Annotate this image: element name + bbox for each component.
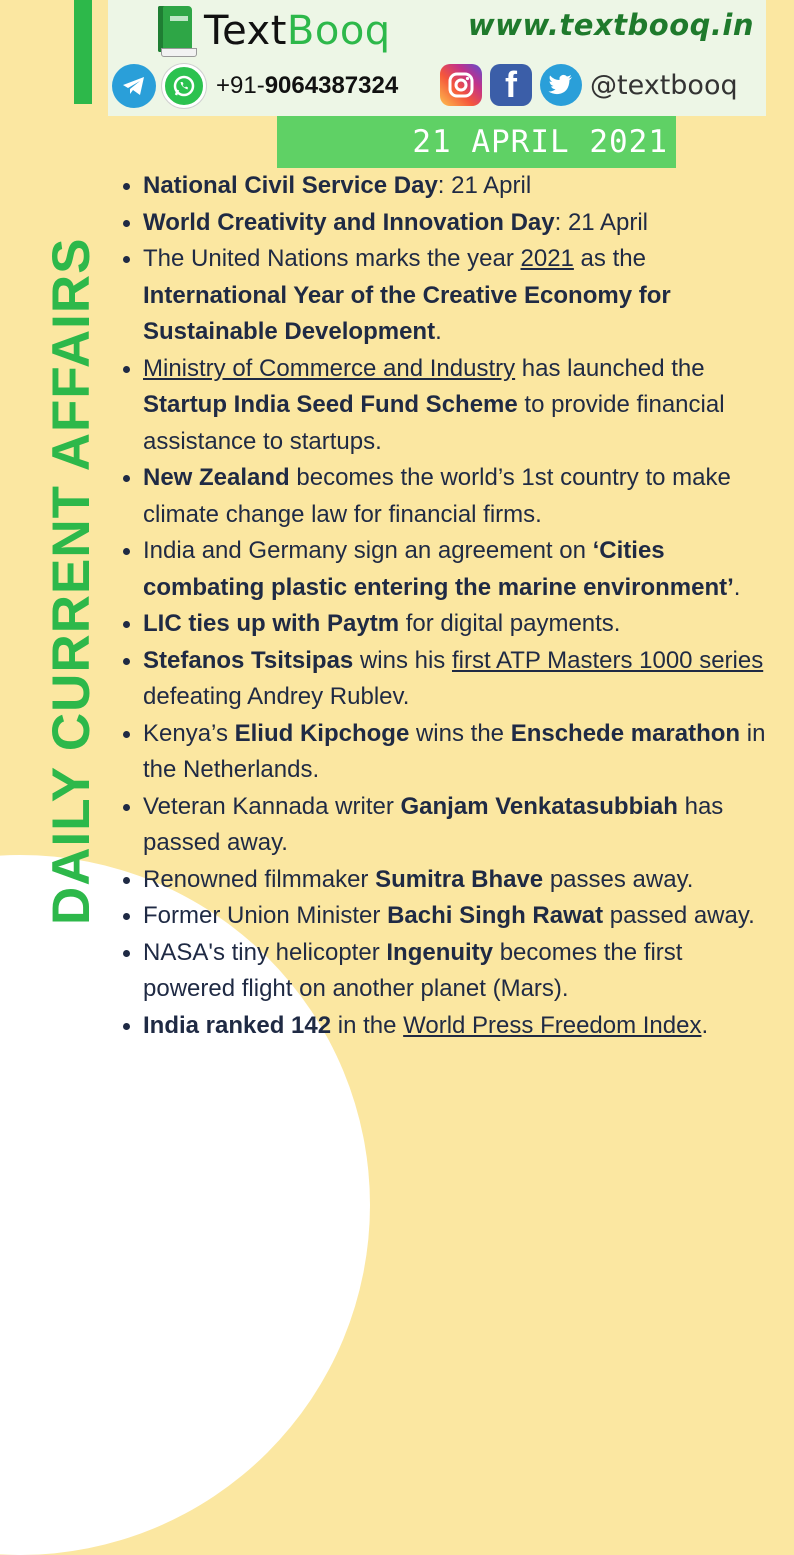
news-highlight: ‘Cities combating plastic entering the marine environment’	[143, 537, 734, 601]
news-item	[143, 241, 773, 351]
instagram-icon[interactable]	[440, 64, 482, 106]
news-item	[143, 935, 773, 1008]
news-item	[143, 606, 773, 643]
news-highlight: India ranked 142	[143, 1011, 332, 1039]
news-text: has passed away.	[143, 792, 724, 856]
contact-phone	[112, 64, 398, 108]
logo[interactable]	[158, 6, 391, 56]
news-underlined: Ministry of Commerce and Industry	[143, 354, 516, 382]
facebook-icon[interactable]: f	[490, 64, 532, 106]
news-text: passes away.	[543, 865, 694, 893]
news-item	[143, 898, 773, 935]
news-text: : 21 April	[554, 208, 649, 236]
phone-number[interactable]	[216, 72, 398, 100]
news-item	[143, 643, 773, 716]
news-item	[143, 168, 773, 205]
news-text: in the Netherlands.	[143, 719, 766, 783]
accent-bar	[74, 0, 92, 104]
phone-digits: 9064387324	[264, 72, 399, 99]
book-icon	[158, 6, 198, 56]
social-links	[440, 64, 738, 106]
phone-prefix: +91-	[216, 72, 265, 99]
brand-name	[204, 6, 391, 56]
news-text: defeating Andrey Rublev.	[143, 683, 410, 710]
news-item	[143, 205, 773, 242]
news-highlight: New Zealand	[143, 464, 290, 491]
website-link[interactable]: www.textbooq.in	[467, 8, 754, 42]
news-highlight: Startup India Seed Fund Scheme	[143, 391, 518, 418]
twitter-icon[interactable]	[540, 64, 582, 106]
news-text: wins his	[353, 646, 452, 674]
news-highlight: Bachi Singh Rawat	[387, 902, 604, 929]
social-handle[interactable]: @textbooq	[590, 69, 738, 101]
news-highlight: Enschede marathon	[510, 719, 741, 747]
header-banner	[108, 0, 766, 116]
news-text: passed away.	[603, 902, 755, 929]
date-text: 21 APRIL 2021	[412, 124, 668, 160]
brand-text-accent: Booq	[286, 8, 391, 54]
date-banner	[277, 116, 676, 168]
news-highlight: World Creativity and Innovation Day	[143, 208, 555, 236]
news-underlined: first ATP Masters 1000 series	[451, 646, 764, 674]
news-text: .	[701, 1011, 709, 1039]
news-highlight: Stefanos Tsitsipas	[143, 646, 354, 674]
news-text: to provide financial assistance to startups.	[143, 391, 725, 455]
news-highlight: Ingenuity	[386, 938, 494, 966]
news-text: Renowned filmmaker	[143, 865, 376, 893]
brand-text: Text	[204, 8, 287, 54]
news-highlight: LIC ties up with Paytm	[143, 610, 400, 637]
news-text: for digital payments.	[399, 610, 621, 637]
news-item	[143, 533, 773, 606]
news-text: becomes the first powered flight on another planet (Mars).	[143, 938, 683, 1002]
news-item	[143, 862, 773, 899]
news-text: as the	[573, 245, 646, 272]
news-text: NASA's tiny helicopter	[143, 938, 387, 966]
news-text: has launched the	[515, 354, 705, 382]
news-highlight: Eliud Kipchoge	[234, 719, 410, 747]
news-underlined: World Press Freedom Index	[403, 1011, 702, 1039]
news-text: Veteran Kannada writer	[143, 792, 401, 820]
news-highlight: Ganjam Venkatasubbiah	[400, 792, 678, 820]
news-item	[143, 1008, 773, 1045]
telegram-icon[interactable]	[112, 64, 156, 108]
news-highlight: National Civil Service Day	[143, 172, 438, 199]
news-list	[143, 168, 773, 1044]
news-text: .	[435, 318, 442, 345]
news-text: in the	[331, 1011, 404, 1039]
whatsapp-icon[interactable]	[162, 64, 206, 108]
news-text: : 21 April	[437, 172, 532, 199]
side-title: DAILY CURRENT AFFAIRS	[42, 237, 101, 925]
news-text: wins the	[409, 719, 511, 747]
news-text: becomes the world’s 1st country to make climate change law for financial firms.	[143, 464, 731, 528]
news-item	[143, 789, 773, 862]
news-text: Kenya’s	[143, 719, 235, 747]
news-highlight: Sumitra Bhave	[375, 865, 544, 893]
news-text: India and Germany sign an agreement on	[143, 537, 593, 564]
news-text: Former Union Minister	[143, 902, 388, 929]
news-text: .	[733, 573, 741, 601]
news-text: The United Nations marks the year	[143, 245, 521, 272]
news-item	[143, 716, 773, 789]
news-item	[143, 351, 773, 461]
news-underlined: 2021	[520, 245, 574, 272]
news-item	[143, 460, 773, 533]
news-highlight: International Year of the Creative Economy for Sustainable Development	[143, 281, 671, 345]
